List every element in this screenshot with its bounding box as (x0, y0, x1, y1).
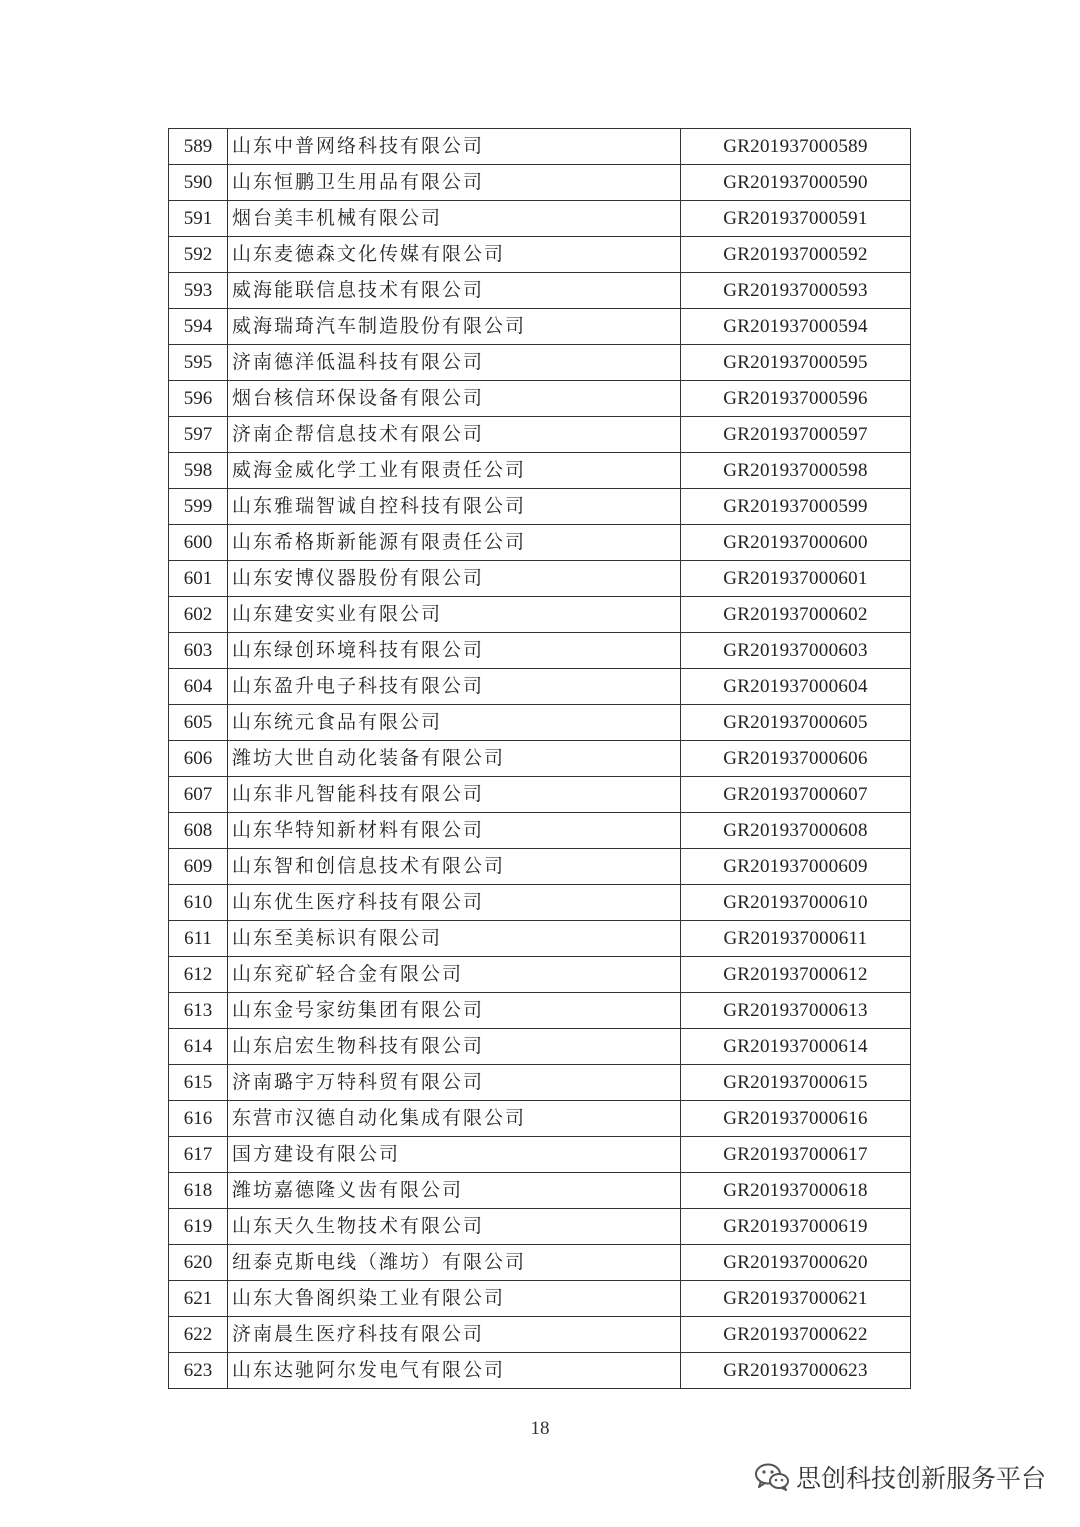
table-row (169, 1245, 911, 1281)
row-index: 610 (169, 885, 228, 921)
company-name: 山东雅瑞智诚自控科技有限公司 (228, 489, 681, 525)
company-name: 山东达驰阿尔发电气有限公司 (228, 1353, 681, 1389)
certificate-code: GR201937000593 (681, 273, 911, 309)
certificate-table (168, 128, 911, 1389)
company-name: 山东优生医疗科技有限公司 (228, 885, 681, 921)
table-row (169, 669, 911, 705)
certificate-code: GR201937000595 (681, 345, 911, 381)
certificate-code: GR201937000590 (681, 165, 911, 201)
certificate-code: GR201937000600 (681, 525, 911, 561)
company-name: 东营市汉德自动化集成有限公司 (228, 1101, 681, 1137)
table-row (169, 1029, 911, 1065)
certificate-code: GR201937000597 (681, 417, 911, 453)
certificate-code: GR201937000610 (681, 885, 911, 921)
row-index: 594 (169, 309, 228, 345)
row-index: 599 (169, 489, 228, 525)
company-name: 济南璐宇万特科贸有限公司 (228, 1065, 681, 1101)
row-index: 604 (169, 669, 228, 705)
company-name: 山东希格斯新能源有限责任公司 (228, 525, 681, 561)
table-row (169, 381, 911, 417)
company-name: 山东非凡智能科技有限公司 (228, 777, 681, 813)
certificate-code: GR201937000598 (681, 453, 911, 489)
row-index: 591 (169, 201, 228, 237)
company-name: 山东金号家纺集团有限公司 (228, 993, 681, 1029)
table-row (169, 741, 911, 777)
row-index: 618 (169, 1173, 228, 1209)
row-index: 600 (169, 525, 228, 561)
table-row (169, 1353, 911, 1389)
row-index: 620 (169, 1245, 228, 1281)
company-name: 山东安博仪器股份有限公司 (228, 561, 681, 597)
table-row (169, 201, 911, 237)
row-index: 597 (169, 417, 228, 453)
certificate-code: GR201937000608 (681, 813, 911, 849)
certificate-code: GR201937000592 (681, 237, 911, 273)
row-index: 589 (169, 129, 228, 165)
row-index: 590 (169, 165, 228, 201)
certificate-code: GR201937000617 (681, 1137, 911, 1173)
company-name: 威海瑞琦汽车制造股份有限公司 (228, 309, 681, 345)
row-index: 593 (169, 273, 228, 309)
row-index: 603 (169, 633, 228, 669)
row-index: 611 (169, 921, 228, 957)
table-row (169, 561, 911, 597)
row-index: 615 (169, 1065, 228, 1101)
row-index: 612 (169, 957, 228, 993)
table-row (169, 633, 911, 669)
table-row (169, 309, 911, 345)
certificate-code: GR201937000594 (681, 309, 911, 345)
certificate-code: GR201937000605 (681, 705, 911, 741)
row-index: 606 (169, 741, 228, 777)
table-row (169, 525, 911, 561)
company-name: 山东启宏生物科技有限公司 (228, 1029, 681, 1065)
table-row (169, 345, 911, 381)
row-index: 607 (169, 777, 228, 813)
certificate-code: GR201937000621 (681, 1281, 911, 1317)
certificate-code: GR201937000612 (681, 957, 911, 993)
table-row (169, 1137, 911, 1173)
table-row (169, 597, 911, 633)
table-row (169, 921, 911, 957)
certificate-code: GR201937000620 (681, 1245, 911, 1281)
company-name: 山东盈升电子科技有限公司 (228, 669, 681, 705)
certificate-code: GR201937000618 (681, 1173, 911, 1209)
watermark (754, 1455, 1046, 1499)
table-row (169, 849, 911, 885)
company-name: 济南德洋低温科技有限公司 (228, 345, 681, 381)
company-name: 威海能联信息技术有限公司 (228, 273, 681, 309)
company-name: 烟台核信环保设备有限公司 (228, 381, 681, 417)
table-row (169, 705, 911, 741)
row-index: 613 (169, 993, 228, 1029)
table-row (169, 777, 911, 813)
row-index: 614 (169, 1029, 228, 1065)
certificate-code: GR201937000611 (681, 921, 911, 957)
row-index: 595 (169, 345, 228, 381)
table-row (169, 417, 911, 453)
certificate-code: GR201937000606 (681, 741, 911, 777)
table-row (169, 813, 911, 849)
row-index: 609 (169, 849, 228, 885)
row-index: 622 (169, 1317, 228, 1353)
company-name: 济南晨生医疗科技有限公司 (228, 1317, 681, 1353)
row-index: 608 (169, 813, 228, 849)
row-index: 621 (169, 1281, 228, 1317)
table-row (169, 453, 911, 489)
certificate-code: GR201937000615 (681, 1065, 911, 1101)
company-name: 山东建安实业有限公司 (228, 597, 681, 633)
table-row (169, 993, 911, 1029)
table-row (169, 165, 911, 201)
certificate-code: GR201937000622 (681, 1317, 911, 1353)
certificate-code: GR201937000607 (681, 777, 911, 813)
company-name: 山东华特知新材料有限公司 (228, 813, 681, 849)
certificate-code: GR201937000602 (681, 597, 911, 633)
watermark-text: 思创科技创新服务平台 (795, 1464, 1046, 1493)
table-row (169, 1173, 911, 1209)
row-index: 605 (169, 705, 228, 741)
row-index: 617 (169, 1137, 228, 1173)
table-row (169, 1281, 911, 1317)
certificate-code: GR201937000591 (681, 201, 911, 237)
certificate-code: GR201937000603 (681, 633, 911, 669)
company-name: 山东统元食品有限公司 (228, 705, 681, 741)
table-row (169, 129, 911, 165)
table-row (169, 489, 911, 525)
company-name: 山东大鲁阁织染工业有限公司 (228, 1281, 681, 1317)
row-index: 598 (169, 453, 228, 489)
row-index: 623 (169, 1353, 228, 1389)
certificate-code: GR201937000596 (681, 381, 911, 417)
certificate-code: GR201937000589 (681, 129, 911, 165)
row-index: 601 (169, 561, 228, 597)
company-name: 潍坊嘉德隆义齿有限公司 (228, 1173, 681, 1209)
certificate-code: GR201937000604 (681, 669, 911, 705)
row-index: 592 (169, 237, 228, 273)
company-name: 潍坊大世自动化装备有限公司 (228, 741, 681, 777)
company-name: 山东兖矿轻合金有限公司 (228, 957, 681, 993)
wechat-icon (754, 1462, 790, 1492)
row-index: 616 (169, 1101, 228, 1137)
table-row (169, 237, 911, 273)
table-row (169, 1065, 911, 1101)
certificate-code: GR201937000613 (681, 993, 911, 1029)
row-index: 596 (169, 381, 228, 417)
certificate-code: GR201937000599 (681, 489, 911, 525)
company-name: 纽泰克斯电线（潍坊）有限公司 (228, 1245, 681, 1281)
table-row (169, 1101, 911, 1137)
certificate-code: GR201937000616 (681, 1101, 911, 1137)
company-name: 山东智和创信息技术有限公司 (228, 849, 681, 885)
certificate-code: GR201937000601 (681, 561, 911, 597)
table-row (169, 273, 911, 309)
company-name: 山东至美标识有限公司 (228, 921, 681, 957)
company-name: 济南企帮信息技术有限公司 (228, 417, 681, 453)
row-index: 619 (169, 1209, 228, 1245)
table-row (169, 957, 911, 993)
table-body (169, 129, 911, 1389)
table-row (169, 1317, 911, 1353)
row-index: 602 (169, 597, 228, 633)
page-number: 18 (530, 1418, 550, 1439)
certificate-code: GR201937000609 (681, 849, 911, 885)
certificate-code: GR201937000623 (681, 1353, 911, 1389)
company-name: 山东恒鹏卫生用品有限公司 (228, 165, 681, 201)
certificate-code: GR201937000614 (681, 1029, 911, 1065)
company-name: 山东中普网络科技有限公司 (228, 129, 681, 165)
company-name: 山东绿创环境科技有限公司 (228, 633, 681, 669)
certificate-code: GR201937000619 (681, 1209, 911, 1245)
table-row (169, 1209, 911, 1245)
company-name: 威海金威化学工业有限责任公司 (228, 453, 681, 489)
company-name: 国方建设有限公司 (228, 1137, 681, 1173)
company-name: 山东麦德森文化传媒有限公司 (228, 237, 681, 273)
company-name: 山东天久生物技术有限公司 (228, 1209, 681, 1245)
company-name: 烟台美丰机械有限公司 (228, 201, 681, 237)
table-row (169, 885, 911, 921)
